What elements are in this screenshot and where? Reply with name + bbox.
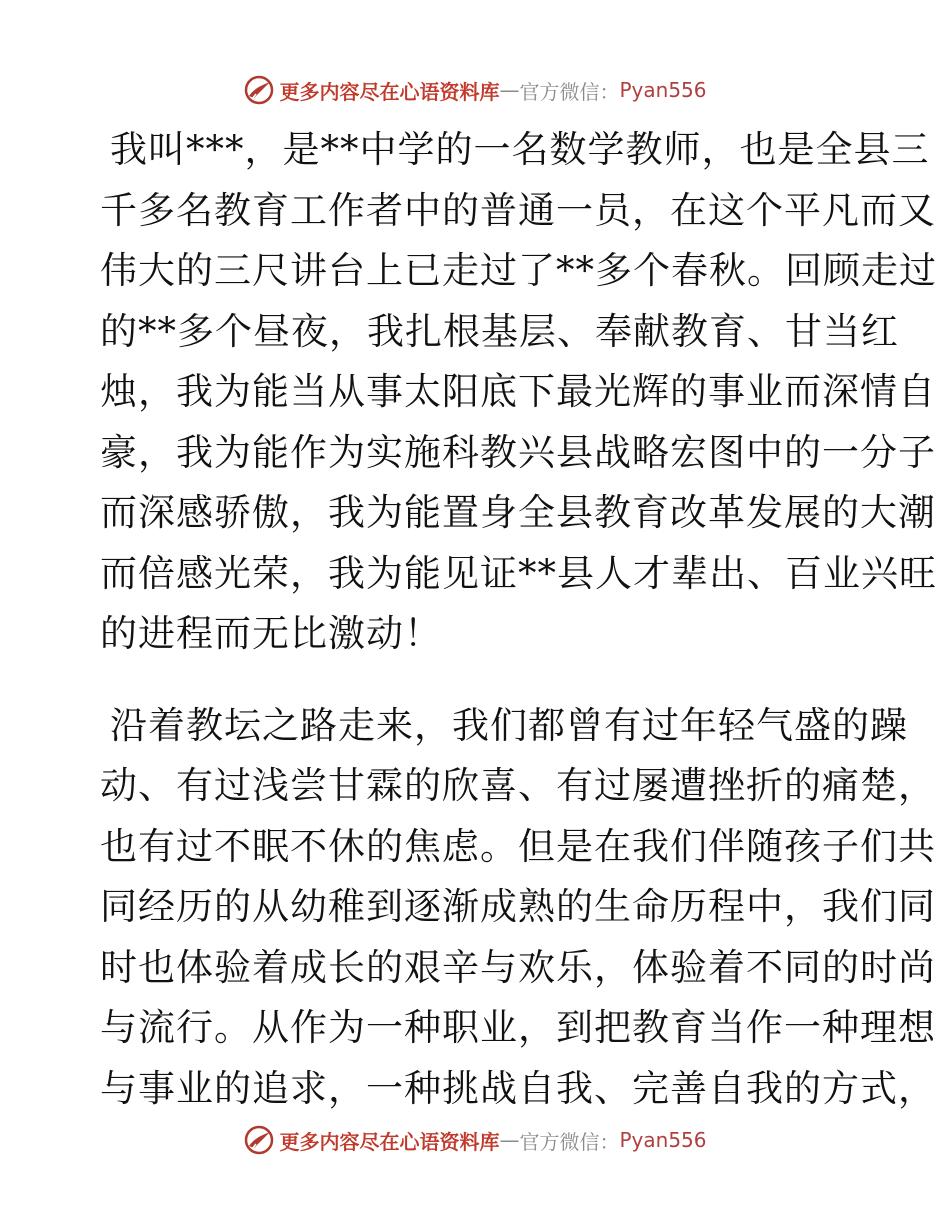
text-line: 豪，我为能作为实施科教兴县战略宏图中的一分子 xyxy=(100,430,936,474)
brand-text: 更多内容尽在心语资料库 xyxy=(279,1129,500,1154)
text-line: 沿着教坛之路走来，我们都曾有过年轻气盛的躁 xyxy=(110,703,908,747)
text-line: 与事业的追求，一种挑战自我、完善自我的方式， xyxy=(100,1066,936,1110)
text-line: 的**多个昼夜，我扎根基层、奉献教育、甘当红 xyxy=(100,309,899,353)
header-banner xyxy=(0,70,950,110)
book-quill-icon xyxy=(243,1124,275,1156)
text-line: 千多名教育工作者中的普通一员，在这个平凡而又 xyxy=(100,188,936,232)
text-line: 而倍感光荣，我为能见证**县人才辈出、百业兴旺 xyxy=(100,551,937,595)
text-line: 也有过不眠不休的焦虑。但是在我们伴随孩子们共 xyxy=(100,824,936,868)
text-line: 烛，我为能当从事太阳底下最光辉的事业而深情自 xyxy=(100,370,936,413)
text-line: 而深感骄傲，我为能置身全县教育改革发展的大潮 xyxy=(100,491,936,534)
text-line: 我叫***，是**中学的一名数学教师，也是全县三 xyxy=(110,128,930,171)
paragraph-1 xyxy=(100,120,937,665)
wechat-id: Pyan556 xyxy=(619,1128,707,1152)
text-line: 动、有过浅尝甘霖的欣喜、有过屡遭挫折的痛楚， xyxy=(100,764,936,807)
text-line: 同经历的从幼稚到逐渐成熟的生命历程中，我们同 xyxy=(100,885,936,928)
wechat-id: Pyan556 xyxy=(619,78,707,102)
text-line: 的进程而无比激动！ xyxy=(100,612,442,655)
text-line: 伟大的三尺讲台上已走过了**多个春秋。回顾走过 xyxy=(100,249,937,292)
text-line: 与流行。从作为一种职业，到把教育当作一种理想 xyxy=(100,1006,936,1049)
brand-text: 更多内容尽在心语资料库 xyxy=(279,79,500,104)
text-line: 时也体验着成长的艰辛与欢乐，体验着不同的时尚 xyxy=(100,945,936,989)
document-body xyxy=(100,120,937,1119)
banner-separator: — xyxy=(499,78,520,102)
book-quill-icon xyxy=(243,74,275,106)
banner-separator: — xyxy=(499,1128,520,1152)
paragraph-2 xyxy=(100,696,936,1120)
footer-banner xyxy=(0,1120,950,1160)
wechat-label: 官方微信： xyxy=(519,79,620,104)
wechat-label: 官方微信： xyxy=(519,1129,620,1154)
